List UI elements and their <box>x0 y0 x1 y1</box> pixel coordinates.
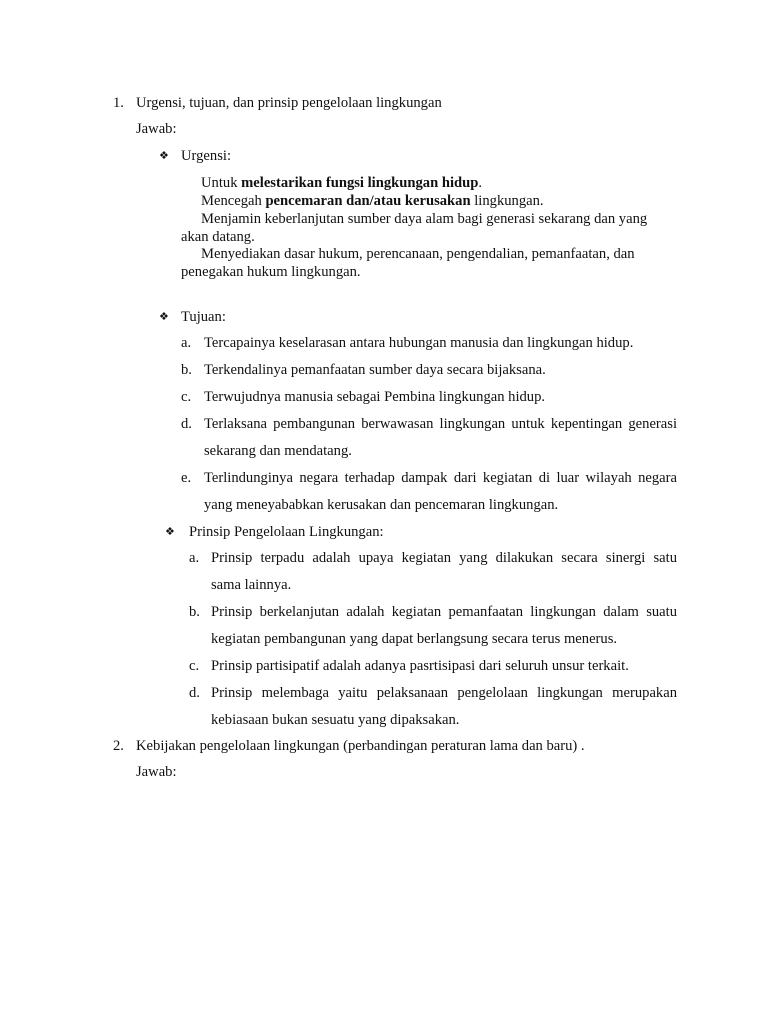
tujuan-item-d-letter: d. <box>181 416 192 432</box>
tujuan-item-e-line-1: Terlindunginya negara terhadap dampak dari kegiatan di luar wilayah negara <box>204 470 677 486</box>
urgensi-line-2: Mencegah pencemaran dan/atau kerusakan lingkungan. <box>201 193 544 209</box>
prinsip-item-d-letter: d. <box>189 685 200 701</box>
tujuan-item-d-line-1: Terlaksana pembangunan berwawasan lingkungan untuk kepentingan generasi <box>204 416 677 432</box>
question-2-number: 2. <box>113 738 124 754</box>
question-1-number: 1. <box>113 95 124 111</box>
prinsip-item-d-line-2: kebiasaan bukan sesuatu yang dipaksakan. <box>211 712 460 728</box>
tujuan-item-e-line-2: yang meneyababkan kerusakan dan pencemaran lingkungan. <box>204 497 559 513</box>
diamond-bullet-icon: ❖ <box>165 525 175 538</box>
prinsip-item-b-line-2: kegiatan pembangunan yang dapat berlangsung secara terus menerus. <box>211 631 618 647</box>
tujuan-item-b-letter: b. <box>181 362 192 378</box>
tujuan-item-c: Terwujudnya manusia sebagai Pembina lingkungan hidup. <box>204 389 546 405</box>
prinsip-item-c-letter: c. <box>189 658 200 674</box>
diamond-bullet-icon: ❖ <box>159 310 169 323</box>
urgensi-heading: Urgensi: <box>181 148 231 164</box>
urgensi-line-3a: Menjamin keberlanjutan sumber daya alam bagi generasi sekarang dan yang <box>201 211 648 227</box>
tujuan-item-e-letter: e. <box>181 470 192 486</box>
prinsip-item-c: Prinsip partisipatif adalah adanya pasrtisipasi dari seluruh unsur terkait. <box>211 658 629 674</box>
diamond-bullet-icon: ❖ <box>159 149 169 162</box>
urgensi-line-4a: Menyediakan dasar hukum, perencanaan, pengendalian, pemanfaatan, dan <box>201 246 635 262</box>
tujuan-item-b: Terkendalinya pemanfaatan sumber daya secara bijaksana. <box>204 362 546 378</box>
prinsip-heading: Prinsip Pengelolaan Lingkungan: <box>189 524 384 540</box>
urgensi-line-1: Untuk melestarikan fungsi lingkungan hidup. <box>201 175 483 191</box>
tujuan-heading: Tujuan: <box>181 309 226 325</box>
tujuan-item-c-letter: c. <box>181 389 192 405</box>
prinsip-item-d-line-1: Prinsip melembaga yaitu pelaksanaan pengelolaan lingkungan merupakan <box>211 685 677 701</box>
tujuan-item-a: Tercapainya keselarasan antara hubungan manusia dan lingkungan hidup. <box>204 335 634 351</box>
prinsip-item-b-letter: b. <box>189 604 200 620</box>
tujuan-item-a-letter: a. <box>181 335 192 351</box>
prinsip-item-b-line-1: Prinsip berkelanjutan adalah kegiatan pemanfaatan lingkungan dalam suatu <box>211 604 677 620</box>
question-1-answer-label: Jawab: <box>136 121 177 137</box>
tujuan-item-d-line-2: sekarang dan mendatang. <box>204 443 352 459</box>
question-2-title: Kebijakan pengelolaan lingkungan (perbandingan peraturan lama dan baru) . <box>136 738 585 754</box>
urgensi-line-3b: akan datang. <box>181 229 255 245</box>
prinsip-item-a-letter: a. <box>189 550 200 566</box>
urgensi-line-4b: penegakan hukum lingkungan. <box>181 264 361 280</box>
question-1-title: Urgensi, tujuan, dan prinsip pengelolaan lingkungan <box>136 95 442 111</box>
prinsip-item-a-line-2: sama lainnya. <box>211 577 292 593</box>
prinsip-item-a-line-1: Prinsip terpadu adalah upaya kegiatan yang dilakukan secara sinergi satu <box>211 550 677 566</box>
question-2-answer-label: Jawab: <box>136 764 177 780</box>
